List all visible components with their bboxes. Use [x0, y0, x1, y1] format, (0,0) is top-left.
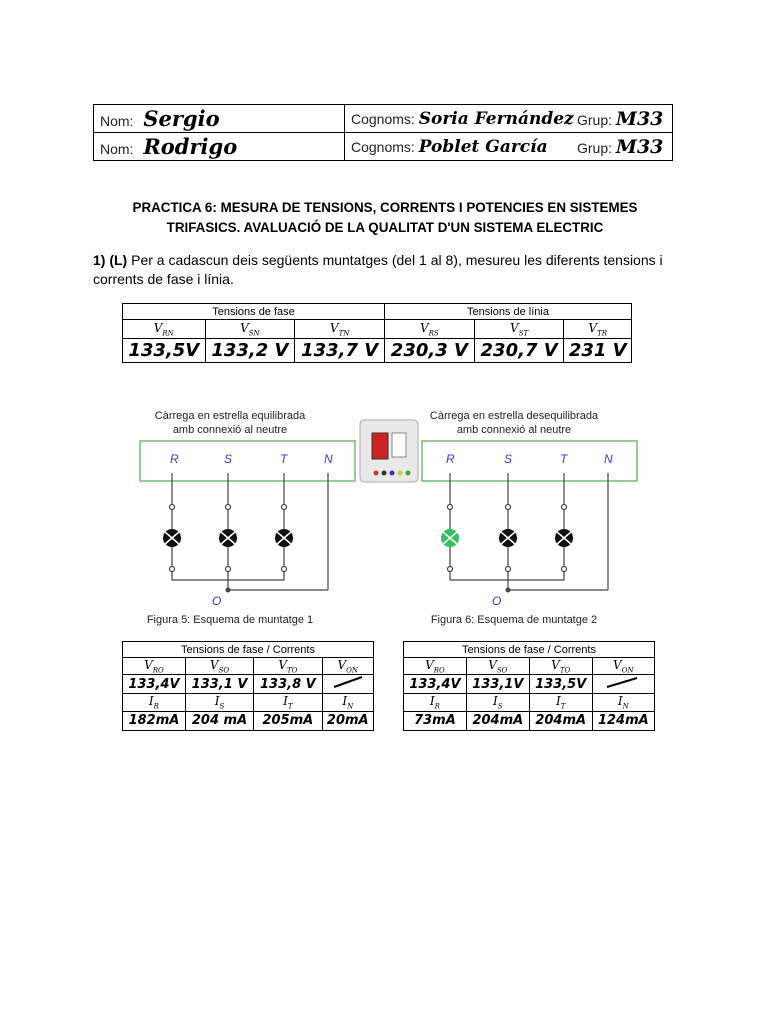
nom-value: Sergio — [143, 106, 220, 131]
symbol-cell: $I_S$ — [185, 694, 253, 711]
grup-value: M33 — [615, 107, 664, 130]
lamp-icon — [499, 529, 517, 547]
question-1 — [93, 251, 683, 289]
value-cell: 133,1 V — [185, 675, 253, 694]
symbol-row — [123, 320, 632, 339]
nom-cell — [94, 133, 345, 161]
measurement-device-image — [360, 420, 418, 482]
question-text: Per a cadascun deis següents muntatges (del 1 al 8), mesureu les diferents tensions i corrents de fase i línia. — [93, 252, 663, 287]
terminal-s: S — [504, 452, 513, 466]
nom-cell — [94, 105, 345, 133]
symbol-row — [123, 694, 374, 711]
phase-current-table-2 — [403, 641, 655, 731]
value-cell: 204mA — [529, 711, 592, 730]
symbol-cell: $I_R$ — [123, 694, 186, 711]
symbol-cell: $V_{SO}$ — [185, 658, 253, 675]
title-line: TRIFASICS. AVALUACIÓ DE LA QUALITAT D'UN SISTEMA ELECTRIC — [166, 220, 604, 235]
symbol-cell: $V_{RO}$ — [123, 658, 186, 675]
circuit-wiring — [170, 473, 329, 590]
grup-value: M33 — [615, 135, 664, 158]
lamp-icon — [163, 529, 181, 547]
value-row — [404, 675, 655, 694]
figure-2-caption: Figura 6: Esquema de muntatge 2 — [430, 614, 598, 626]
value-cell: 133,4V — [404, 675, 467, 694]
nom-value: Rodrigo — [143, 134, 238, 159]
value-cell: 230,3 V — [385, 339, 475, 363]
voltage-table — [122, 303, 632, 363]
value-cell: 133,7 V — [295, 339, 385, 363]
cognoms-value: Soria Fernández — [418, 108, 574, 129]
cognoms-label: Cognoms: — [351, 138, 415, 155]
symbol-cell: $I_S$ — [466, 694, 529, 711]
terminal-r: R — [446, 452, 455, 466]
question-number: 1) (L) — [93, 252, 128, 268]
table-header: Tensions de fase / Corrents — [404, 642, 655, 658]
symbol-cell: $V_{ON}$ — [322, 658, 373, 675]
symbol-cell: $I_N$ — [592, 694, 654, 711]
terminal-n: N — [604, 452, 613, 466]
value-cell: 133,8 V — [254, 675, 322, 694]
student-row — [94, 105, 673, 133]
circuit-wiring — [448, 473, 609, 590]
figure-2 — [422, 410, 637, 626]
value-cell: 133,2 V — [205, 339, 295, 363]
symbol-cell: $V_{ON}$ — [592, 658, 654, 675]
value-cell: 133,5V — [529, 675, 592, 694]
cognoms-cell — [345, 105, 578, 133]
symbol-cell: $V_{SO}$ — [466, 658, 529, 675]
terminal-t: T — [280, 452, 288, 466]
value-cell: 230,7 V — [474, 339, 564, 363]
figure-1 — [140, 410, 355, 626]
phase-current-table-1 — [122, 641, 374, 731]
slash-mark — [328, 675, 368, 689]
value-cell: 20mA — [322, 711, 373, 730]
symbol-cell: $V_{TN}$ — [295, 320, 385, 339]
figure-2-caption-top: amb connexió al neutre — [456, 424, 572, 436]
node-label: O — [492, 594, 502, 608]
terminal-n: N — [324, 452, 333, 466]
symbol-cell: $V_{TR}$ — [564, 320, 632, 339]
student-row — [94, 133, 673, 161]
symbol-row — [404, 694, 655, 711]
table-header-row — [123, 642, 374, 658]
slash-cell — [592, 675, 654, 694]
grup-cell — [577, 105, 673, 133]
symbol-cell: $I_N$ — [322, 694, 373, 711]
figure-1-caption: Figura 5: Esquema de muntatge 1 — [146, 614, 314, 626]
nom-label: Nom: — [100, 113, 134, 129]
lamp-icon — [275, 529, 293, 547]
header-tensions-fase: Tensions de fase — [123, 304, 385, 320]
header-tensions-linia: Tensions de línia — [385, 304, 632, 320]
figure-1-caption-top: amb connexió al neutre — [172, 424, 288, 436]
grup-cell — [577, 133, 673, 161]
value-cell: 124mA — [592, 711, 654, 730]
value-row — [123, 675, 374, 694]
title-line: PRACTICA 6: MESURA DE TENSIONS, CORRENTS I POTENCIES EN SISTEMES — [132, 200, 638, 215]
node-label: O — [212, 594, 222, 608]
terminal-s: S — [224, 452, 233, 466]
symbol-cell: $V_{RO}$ — [404, 658, 467, 675]
value-cell: 73mA — [404, 711, 467, 730]
value-cell: 133,5V — [123, 339, 206, 363]
symbol-row — [404, 658, 655, 675]
symbol-cell: $I_T$ — [254, 694, 322, 711]
symbol-cell: $V_{ST}$ — [474, 320, 564, 339]
value-cell: 133,1V — [466, 675, 529, 694]
slash-cell — [322, 675, 373, 694]
grup-label: Grup: — [577, 139, 613, 156]
value-cell: 231 V — [564, 339, 632, 363]
symbol-cell: $V_{RN}$ — [123, 320, 206, 339]
table-header-row — [404, 642, 655, 658]
practice-title — [95, 198, 675, 238]
grup-label: Grup: — [577, 111, 613, 128]
value-cell: 204 mA — [185, 711, 253, 730]
value-cell: 133,4V — [123, 675, 186, 694]
terminal-t: T — [560, 452, 568, 466]
symbol-cell: $V_{TO}$ — [529, 658, 592, 675]
table-header-row — [123, 304, 632, 320]
student-info-table — [93, 104, 673, 161]
slash-mark — [603, 675, 643, 689]
circuit-figures — [120, 395, 650, 630]
symbol-cell: $V_{SN}$ — [205, 320, 295, 339]
neutral-node — [506, 588, 511, 593]
cognoms-cell — [345, 133, 578, 161]
value-row — [123, 339, 632, 363]
figure-1-caption-top: Càrrega en estrella equilibrada — [154, 410, 306, 422]
symbol-row — [123, 658, 374, 675]
value-cell: 205mA — [254, 711, 322, 730]
neutral-node — [226, 588, 231, 593]
value-row — [123, 711, 374, 730]
table-header: Tensions de fase / Corrents — [123, 642, 374, 658]
cognoms-value: Poblet García — [418, 136, 548, 157]
symbol-cell: $I_R$ — [404, 694, 467, 711]
symbol-cell: $V_{RS}$ — [385, 320, 475, 339]
lamp-icon — [555, 529, 573, 547]
value-cell: 204mA — [466, 711, 529, 730]
cognoms-label: Cognoms: — [351, 110, 415, 127]
symbol-cell: $V_{TO}$ — [254, 658, 322, 675]
value-row — [404, 711, 655, 730]
value-cell: 182mA — [123, 711, 186, 730]
figure-2-caption-top: Càrrega en estrella desequilibrada — [429, 410, 599, 422]
symbol-cell: $I_T$ — [529, 694, 592, 711]
nom-label: Nom: — [100, 141, 134, 157]
terminal-r: R — [170, 452, 179, 466]
lamp-icon — [441, 529, 459, 547]
lamp-icon — [219, 529, 237, 547]
